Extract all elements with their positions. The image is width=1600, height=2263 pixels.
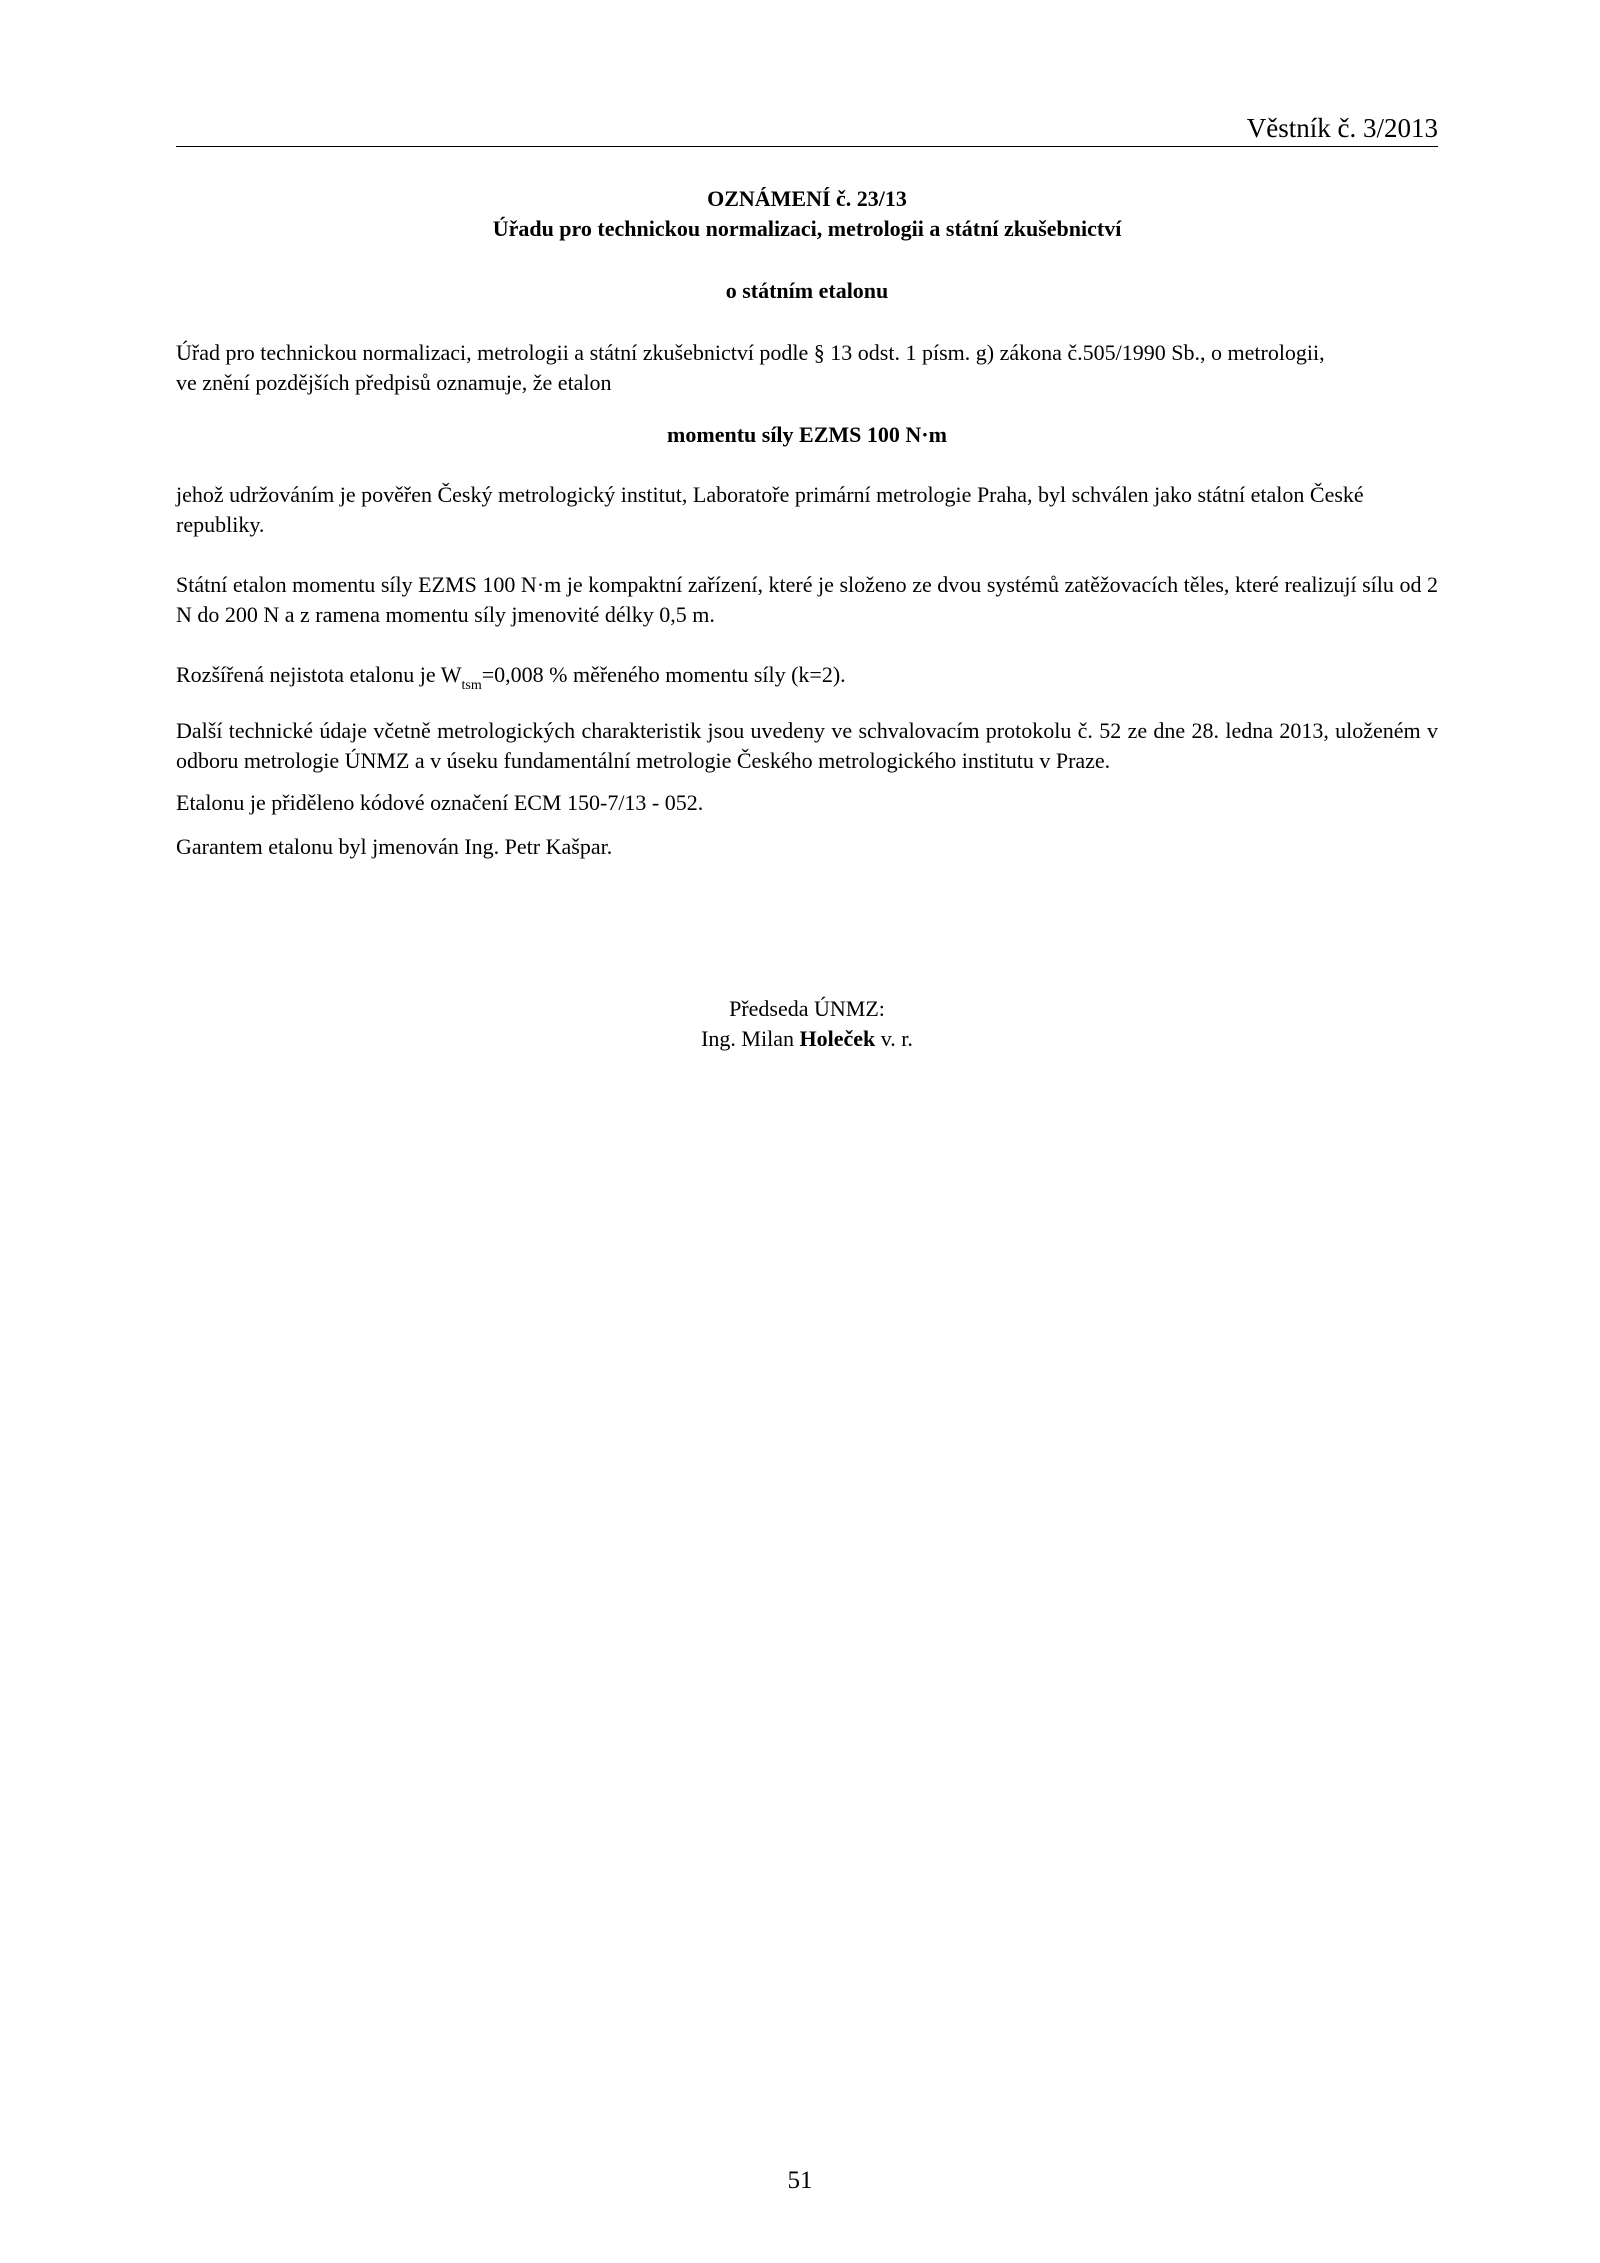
journal-issue: Věstník č. 3/2013 — [1246, 113, 1438, 143]
page-number: 51 — [787, 2167, 813, 2194]
signature-surname: Holeček — [799, 1026, 876, 1051]
standard-name: momentu síly EZMS 100 N·m — [667, 422, 947, 447]
uncertainty-subscript: tsm — [461, 678, 482, 693]
announcement-number: OZNÁMENÍ č. 23/13 — [707, 186, 907, 211]
uncertainty-text: Rozšířená nejistota etalonu je W — [176, 662, 462, 687]
signature-role: Předseda ÚNMZ: — [729, 996, 885, 1021]
intro-line-1: Úřad pro technickou normalizaci, metrologii a státní zkušebnictví podle § 13 odst. 1 písm. g) zákona č.505/1990 Sb., o metrologii, — [176, 340, 1325, 365]
issuing-authority: Úřadu pro technickou normalizaci, metrologii a státní zkušebnictví — [492, 216, 1122, 241]
header-divider — [176, 146, 1438, 147]
guarantor-paragraph: Garantem etalonu byl jmenován Ing. Petr Kašpar. — [176, 834, 613, 859]
uncertainty-value: =0,008 % měřeného momentu síly (k=2). — [481, 662, 846, 687]
signature-name — [176, 1024, 1438, 1054]
announcement-subject: o státním etalonu — [725, 278, 889, 303]
description-paragraph: Státní etalon momentu síly EZMS 100 N·m je kompaktní zařízení, které je složeno ze dvou systémů zatěžovacích těles, které realizují sílu od 2 N do 200 N a z ramena momentu síly jmenovité délky 0,5 m. — [176, 572, 1438, 627]
signature-name-prefix: Ing. Milan — [701, 1026, 800, 1051]
signature-name-suffix: v. r. — [875, 1026, 913, 1051]
intro-line-2: ve znění pozdějších předpisů oznamuje, že etalon — [176, 370, 612, 395]
uncertainty-paragraph — [176, 660, 1438, 693]
maintainer-paragraph: jehož udržováním je pověřen Český metrologický institut, Laboratoře primární metrologie Praha, byl schválen jako státní etalon České republiky. — [176, 482, 1364, 537]
intro-paragraph — [176, 338, 1438, 398]
code-paragraph: Etalonu je přiděleno kódové označení ECM 150-7/13 - 052. — [176, 790, 704, 815]
technical-data-paragraph: Další technické údaje včetně metrologických charakteristik jsou uvedeny ve schvalovacím protokolu č. 52 ze dne 28. ledna 2013, uloženém v odboru metrologie ÚNMZ a v úseku fundamentální metrologie Českého metrologického institutu v Praze. — [176, 718, 1438, 773]
